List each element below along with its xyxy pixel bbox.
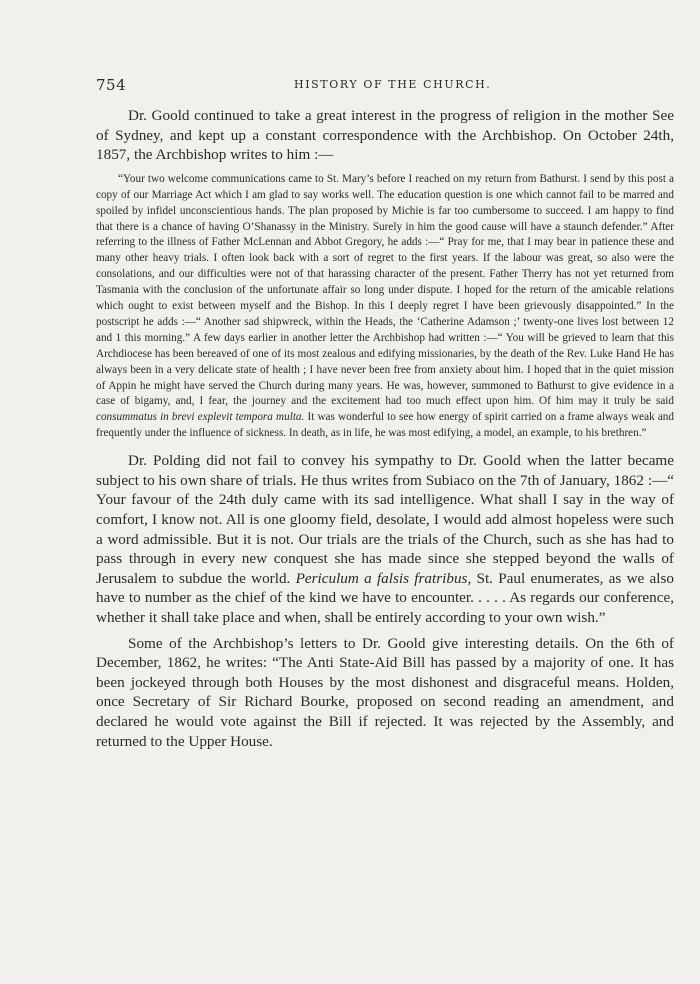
quote-text-2: It was wonderful to see how energy of spirit carried on a frame always weak and frequently under the influence of sickness. In death, as in life, he was most edifying, a model, an example, to his brethren.”: [96, 411, 674, 440]
para2-text-1: Dr. Polding did not fail to convey his sympathy to Dr. Goold when the latter became subject to his own share of trials. He thus writes from Subiaco on the 7th of January, 1862 :—“ Your favour of the 24th duly came with its sad intelligence. What shall I say in the way of comfort, I know not. All is one gloomy field, desolate, I would add almost hopeless were such a word admissible. But it is not. Our trials are the trials of the Church, such as she has had to pass through in every new conquest she has made since she stepped beyond the walls of Jerusalem to subdue the world.: [96, 452, 674, 587]
quote-text-1: “Your two welcome communications came to St. Mary’s before I reached on my return from Bathurst. I send by this post a copy of our Marriage Act which I am glad to say works well. The education question is one which cannot fail to be marred and spoiled by infidel unconscientious hands. The plan proposed by Michie is far too cumbersome to succeed. I am happy to find that there is a chance of having O’Shanassy in the Ministry. Surely in him the good cause will have a staunch defender.” After referring to the illness of Father McLennan and Abbot Gregory, he adds :—“ Pray for me, that I may bear in patience these and many other heavy trials. I often look back with a sort of regret to the first years. If the labour was great, so also were the consolations, and our difficulties were not of that harassing character of the present. Father Therry has not yet returned from Tasmania with the conclusion of the unfortunate affair so long under dispute. I hoped for the return of the amicable relations which ought to exist between myself and the Bishop. In this I deeply regret I have been grievously disappointed.” In the postscript he adds :—“ Another sad shipwreck, within the Heads, the ‘Catherine Adamson ;’ twenty-one lives lost between 12 and 1 this morning.” A few days earlier in another letter the Archbishop had written :—“ You will be grieved to learn that this Archdiocese has been bereaved of one of its most zealous and edifying missionaries, by the death of the Rev. Luke Hand He has always been in a very delicate state of health ; I have never been free from anxiety about him. I hoped that in the quiet mission of Appin he might have served the Church during many years. He was, however, summoned to Bathurst to give evidence in a case of bigamy, and, I fear, the journey and the excitement had too much effect upon him. Of him may it truly be said: [96, 172, 674, 408]
para2-text-2: St. Paul enumerates, as we also have to number as the chief of the kind we have to encounter. . . . . As regards our conference, whether it shall take place and when, shall be entirely according to your own wish.”: [96, 569, 674, 626]
para2-latin-phrase: Periculum a falsis fratribus,: [295, 569, 472, 587]
running-title: HISTORY OF THE CHURCH.: [294, 78, 492, 91]
page-number: 754: [96, 76, 127, 94]
paragraph-archbishop-letters: Some of the Archbishop’s letters to Dr. Goold give interesting details. On the 6th of December, 1862, he writes: “The Anti State-Aid Bill has passed by a majority of one. It has been jockeyed through both Houses by the most dishonest and disgraceful means. Holden, once Secretary of Sir Richard Bourke, proposed on second reading an amendment, and declared he would vote against the Bill if rejected. It was rejected by the Assembly, and returned to the Upper House.: [96, 634, 674, 750]
page-header: [96, 76, 674, 96]
quote-latin-phrase: consummatus in brevi explevit tempora multa.: [96, 411, 305, 424]
paragraph-polding-sympathy: [96, 451, 674, 627]
quoted-letters: [96, 172, 674, 442]
page-body: [96, 106, 674, 751]
paragraph-goold-correspondence: Dr. Goold continued to take a great interest in the progress of religion in the mother See of Sydney, and kept up a constant correspondence with the Archbishop. On October 24th, 1857, the Archbishop writes to him :—: [96, 107, 674, 164]
